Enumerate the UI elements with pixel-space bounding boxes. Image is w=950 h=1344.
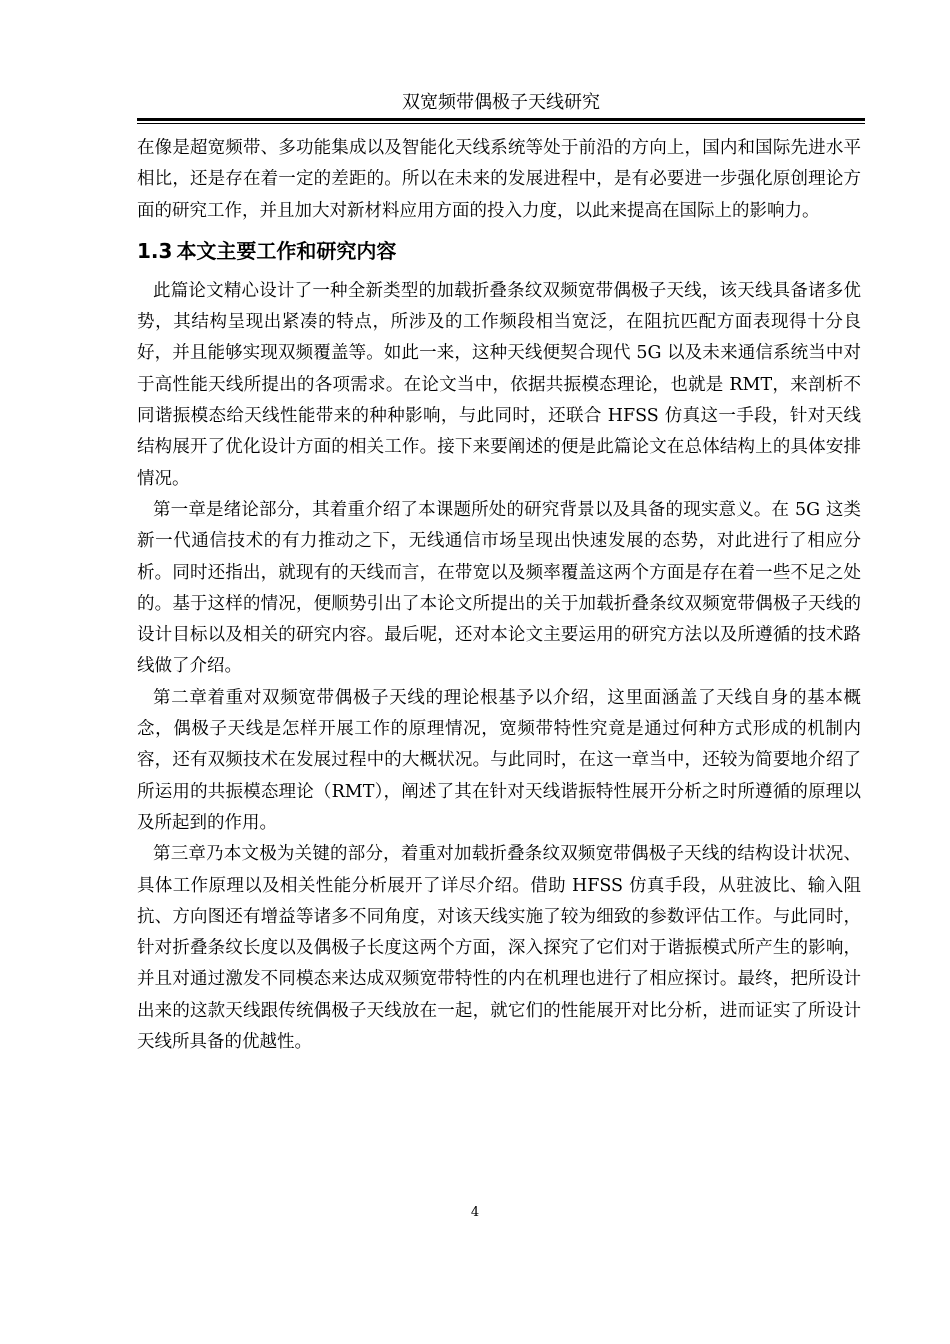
page-body <box>137 133 861 1058</box>
section-heading <box>137 237 861 265</box>
intro-paragraph: 在像是超宽频带、多功能集成以及智能化天线系统等处于前沿的方向上，国内和国际先进水平相比，还是存在着一定的差距的。所以在未来的发展进程中，是有必要进一步强化原创理论方面的研究工作，并且加大对新材料应用方面的投入力度，以此来提高在国际上的影响力。 <box>137 138 861 221</box>
body-paragraph-chapter-3: 第三章乃本文极为关键的部分，着重对加载折叠条纹双频宽带偶极子天线的结构设计状况、具体工作原理以及相关性能分析展开了详尽介绍。借助 HFSS 仿真手段，从驻波比、输入阻抗、方向图还有增益等诸多不同角度，对该天线实施了较为细致的参数评估工作。与此同时，针对折叠条纹长度以及偶极子长度这两个方面，深入探究了它们对于谐振模式所产生的影响，并且对通过激发不同模态来达成双频宽带特性的内在机理也进行了相应探讨。最终，把所设计出来的这款天线跟传统偶极子天线放在一起，就它们的性能展开对比分析，进而证实了所设计天线所具备的优越性。 <box>137 844 861 1053</box>
section-title: 本文主要工作和研究内容 <box>176 238 397 263</box>
header-rule-secondary <box>137 123 865 124</box>
body-paragraph-chapter-2: 第二章着重对双频宽带偶极子天线的理论根基予以介绍，这里面涵盖了天线自身的基本概念，偶极子天线是怎样开展工作的原理情况，宽频带特性究竟是通过何种方式形成的机制内容，还有双频技术在发展过程中的大概状况。与此同时，在这一章当中，还较为简要地介绍了所运用的共振模态理论（RMT），阐述了其在针对天线谐振特性展开分析之时所遵循的原理以及所起到的作用。 <box>137 687 861 833</box>
page-number: 4 <box>470 1205 480 1220</box>
header-rule <box>137 118 865 121</box>
body-paragraph-overview: 此篇论文精心设计了一种全新类型的加载折叠条纹双频宽带偶极子天线，该天线具备诸多优势，其结构呈现出紧凑的特点，所涉及的工作频段相当宽泛，在阻抗匹配方面表现得十分良好，并且能够实现双频覆盖等。如此一来，这种天线便契合现代 5G 以及未来通信系统当中对于高性能天线所提出的各项需求。在论文当中，依据共振模态理论，也就是 RMT，来剖析不同谐振模态给天线性能带来的种种影响，与此同时，还联合 HFSS 仿真这一手段，针对天线结构展开了优化设计方面的相关工作。接下来要阐述的便是此篇论文在总体结构上的具体安排情况。 <box>137 280 861 489</box>
running-header: 双宽频带偶极子天线研究 <box>402 92 600 113</box>
section-number: 1.3 <box>137 238 173 263</box>
body-paragraph-chapter-1: 第一章是绪论部分，其着重介绍了本课题所处的研究背景以及具备的现实意义。在 5G 这类新一代通信技术的有力推动之下，无线通信市场呈现出快速发展的态势，对此进行了相应分析。同时还指出，就现有的天线而言，在带宽以及频率覆盖这两个方面是存在着一些不足之处的。基于这样的情况，便顺势引出了本论文所提出的关于加载折叠条纹双频宽带偶极子天线的设计目标以及相关的研究内容。最后呢，还对本论文主要运用的研究方法以及所遵循的技术路线做了介绍。 <box>137 499 861 677</box>
